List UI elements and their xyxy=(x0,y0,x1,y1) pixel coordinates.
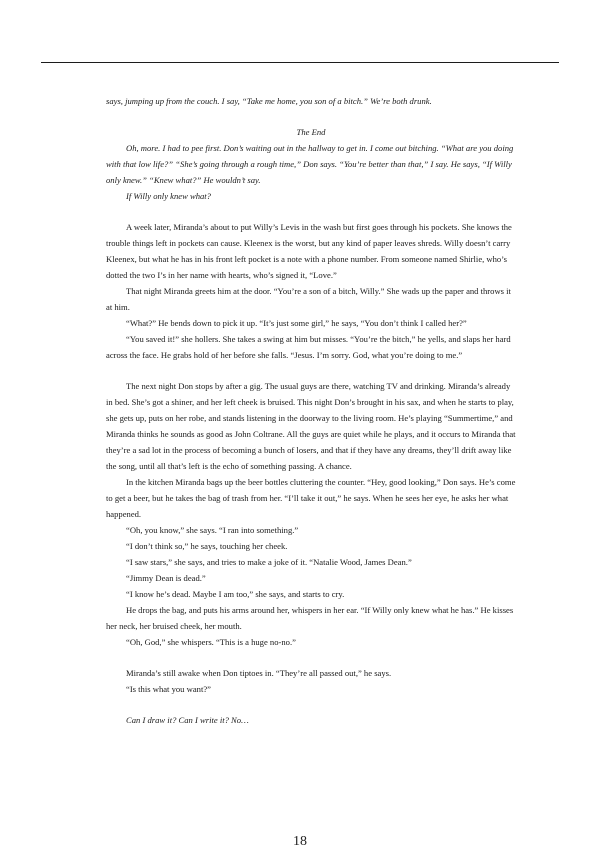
paragraph: “Oh, God,” she whispers. “This is a huge no-no.” xyxy=(126,637,296,647)
paragraph: If Willy only knew what? xyxy=(126,191,211,201)
section-heading: The End xyxy=(296,127,326,137)
paragraph: says, jumping up from the couch. I say, “Take me home, you son of a bitch.” We’re both drunk. xyxy=(106,96,432,106)
paragraph: “What?” He bends down to pick it up. “It’s just some girl,” he says, “You don’t think I called her?” xyxy=(126,318,467,328)
paragraph: “I saw stars,” she says, and tries to make a joke of it. “Natalie Wood, James Dean.” xyxy=(126,557,412,567)
paragraph: In the kitchen Miranda bags up the beer bottles cluttering the counter. “Hey, good looking,” Don says. He’s come to get a beer, but he takes the bag of trash from her. “I’ll take it out,” he says. When he sees her eye, he asks her what happened. xyxy=(106,477,516,519)
paragraph: “Jimmy Dean is dead.” xyxy=(126,573,206,583)
paragraph: That night Miranda greets him at the door. “You’re a son of a bitch, Willy.” She wads up the paper and throws it at him. xyxy=(106,286,511,312)
paragraph: Oh, more. I had to pee first. Don’s waiting out in the hallway to get in. I come out bitching. “What are you doing with that low life?” “She’s going through a rough time,” Don says. “You’re better than that,” I say. He says, “If Willy only knew.” “Knew what?” He wouldn’t say. xyxy=(106,143,514,185)
paragraph: “Oh, you know,” she says. “I ran into something.” xyxy=(126,525,299,535)
paragraph: “You saved it!” she hollers. She takes a swing at him but misses. “You’re the bitch,” he yells, and slaps her hard across the face. He grabs hold of her before she falls. “Jesus. I’m sorry. God, what you’re doing to me.” xyxy=(106,334,511,360)
page-text xyxy=(106,93,516,728)
paragraph: He drops the bag, and puts his arms around her, whispers in her ear. “If Willy only knew what he has.” He kisses her neck, her bruised cheek, her mouth. xyxy=(106,605,514,631)
paragraph: “I don’t think so,” he says, touching her cheek. xyxy=(126,541,288,551)
paragraph: The next night Don stops by after a gig. The usual guys are there, watching TV and drinking. Miranda’s already in bed. She’s got a shiner, and her left cheek is bruised. This night Don’s brought in his sax, and when he starts to play, she gets up, puts on her robe, and stands listening in the doorway to the living room. He’s playing “Summertime,” and Miranda thinks he sounds as good as John Coltrane. All the guys are quiet while he plays, and it occurs to Miranda that they’re a sad lot in the process of becoming a bunch of losers, and that if they have any dreams, they’ll drift away like the song, until all that’s left is the echo of something passing. A chance. xyxy=(106,381,516,471)
paragraph: Miranda’s still awake when Don tiptoes in. “They’re all passed out,” he says. xyxy=(126,668,392,678)
paragraph: A week later, Miranda’s about to put Willy’s Levis in the wash but first goes through his pockets. She knows the trouble things left in pockets can cause. Kleenex is the worst, but any kind of paper leaves shreds. Willy doesn’t carry Kleenex, but what he has in his front left pocket is a note with a phone number. From someone named Shirlie, who’s dotted the two I’s in her name with hearts, who’s signed it, “Love.” xyxy=(106,222,512,280)
header-rule xyxy=(41,62,559,63)
page-number: 18 xyxy=(293,834,307,849)
paragraph: “I know he’s dead. Maybe I am too,” she says, and starts to cry. xyxy=(126,589,345,599)
paragraph: Can I draw it? Can I write it? No… xyxy=(126,715,249,725)
paragraph: “Is this what you want?” xyxy=(126,684,211,694)
